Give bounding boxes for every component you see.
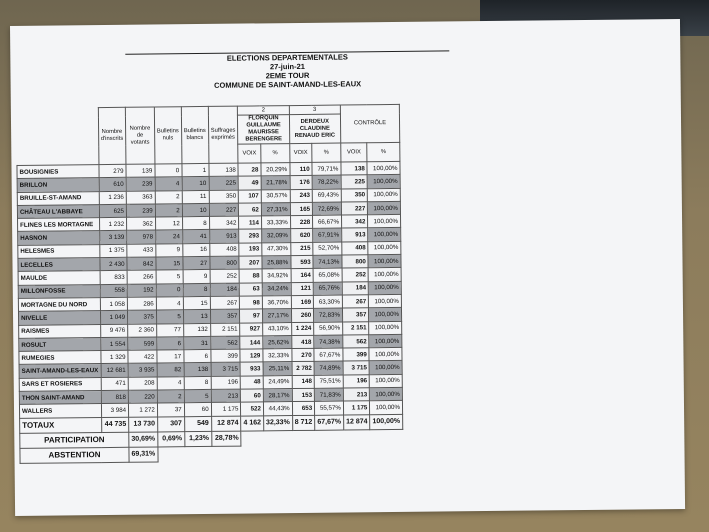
cell-votants: 192 [127,284,156,298]
cell-c2v: 260 [291,309,314,323]
cell-c2v: 228 [290,216,313,230]
cell-nuls: 2 [157,390,184,404]
cell-nuls: 5 [156,270,183,284]
cell-c1p: 43,10% [262,322,291,336]
cell-exprimes: 408 [209,243,239,257]
cell-nuls: 2 [155,190,182,204]
cell-c2v: 165 [290,202,313,216]
cell-ctv: 252 [342,268,369,282]
cell-exprimes: 399 [211,349,241,363]
cell-nuls: 4 [156,297,183,311]
cand1-voix-header: VOIX [238,144,261,163]
header-round: 2EME TOUR [265,70,310,81]
commune-name: CHÂTEAU L'ABBAYE [17,204,99,218]
cand1-number: 2 [238,106,289,116]
cell-blancs: 132 [183,323,210,337]
totals-cand1-voix: 4 162 [241,416,264,431]
cell-inscrits: 12 681 [101,364,129,378]
cell-votants: 3 935 [128,363,157,377]
cell-exprimes: 342 [209,216,239,230]
header-date: 27-juin-21 [269,61,305,72]
cell-c1v: 28 [238,163,261,177]
commune-name: WALLERS [19,404,101,418]
cell-exprimes: 1 175 [211,402,241,416]
cell-inscrits: 558 [100,284,128,298]
cell-ctv: 184 [342,281,369,295]
header-commune: COMMUNE DE SAINT-AMAND-LES-EAUX [214,79,362,90]
commune-name: RUMEGIES [19,351,101,365]
cell-ctp: 100,00% [367,175,400,189]
paper-sheet [10,19,685,516]
cell-blancs: 15 [183,296,210,310]
cell-inscrits: 1 232 [99,217,127,231]
cell-blancs: 138 [184,363,211,377]
cell-nuls: 82 [157,363,184,377]
cell-c2p: 55,57% [315,401,344,415]
results-rows [17,161,403,418]
cell-c1v: 97 [240,309,263,323]
cell-c1p: 47,30% [262,242,291,256]
cell-c1v: 293 [239,229,262,243]
commune-name: BOUSIGNIES [17,165,99,179]
totals-votants: 13 730 [129,417,158,432]
cell-c2v: 176 [290,176,313,190]
cell-c2v: 593 [291,255,314,269]
cell-c1v: 88 [239,269,262,283]
cell-c1p: 32,33% [263,349,292,363]
cell-ctp: 100,00% [367,161,400,175]
totals-blancs: 549 [184,416,211,431]
cell-votants: 375 [128,310,157,324]
cell-ctv: 196 [343,375,370,389]
cell-ctv: 213 [343,388,370,402]
cell-exprimes: 267 [210,296,240,310]
cell-c1v: 48 [241,376,264,390]
cell-nuls: 0 [156,283,183,297]
cell-c1v: 207 [239,256,262,270]
abstention-value: 69,31% [129,447,158,462]
cell-ctp: 100,00% [369,361,402,375]
commune-name: HELESMES [18,244,100,258]
cell-nuls: 4 [157,376,184,390]
cell-ctv: 357 [342,308,369,322]
cell-inscrits: 1 554 [100,337,128,351]
cell-c2v: 169 [291,295,314,309]
cell-votants: 266 [127,270,156,284]
cell-inscrits: 833 [100,271,128,285]
totals-cand2-voix: 8 712 [292,415,315,430]
col-nuls: Bulletins nuls [154,107,182,164]
cell-ctv: 227 [341,202,368,216]
commune-name: MAULDE [18,271,100,285]
cell-votants: 842 [127,257,156,271]
cell-blancs: 8 [183,283,210,297]
cell-c1p: 20,29% [261,163,290,177]
col-blancs: Bulletins blancs [181,106,209,163]
cell-ctv: 913 [342,228,369,242]
cell-inscrits: 1 049 [100,311,128,325]
cell-c2p: 65,08% [313,268,342,282]
participation-blancs: 1,23% [184,431,211,446]
cell-c2v: 110 [290,162,313,176]
cell-blancs: 13 [183,310,210,324]
cell-ctv: 225 [341,175,368,189]
cell-votants: 362 [127,217,156,231]
commune-name: THON SAINT-AMAND [19,391,101,405]
cell-c2p: 74,89% [314,361,343,375]
cell-ctp: 100,00% [369,281,402,295]
cell-ctv: 3 715 [343,361,370,375]
cell-votants: 220 [128,390,157,404]
cell-votants: 139 [126,164,155,178]
cell-inscrits: 610 [99,178,127,192]
cell-ctp: 100,00% [368,254,401,268]
commune-name: ROSULT [19,337,101,351]
cell-ctv: 1 175 [343,401,370,415]
cand2-pct-header: % [312,143,341,162]
cell-blancs: 60 [184,403,211,417]
cell-inscrits: 1 375 [99,244,127,258]
cell-votants: 433 [127,244,156,258]
cell-ctp: 100,00% [369,348,402,362]
cell-inscrits: 625 [99,204,127,218]
cell-c2v: 121 [291,282,314,296]
participation-votants: 30,69% [129,432,158,447]
cell-ctp: 100,00% [368,188,401,202]
cell-inscrits: 471 [101,377,129,391]
cand2-name: DERDEUX CLAUDINE RENAUD ERIC [289,114,341,144]
cand2-number: 3 [289,105,340,115]
cell-ctp: 100,00% [369,294,402,308]
header-title: ELECTIONS DEPARTEMENTALES [226,52,348,63]
abstention-label: ABSTENTION [20,447,129,463]
cell-exprimes: 138 [209,163,239,177]
cell-c2p: 78,22% [312,175,341,189]
cell-nuls: 5 [156,310,183,324]
cell-c1p: 30,57% [261,189,290,203]
commune-name: RAISMES [19,324,101,338]
cell-ctv: 267 [342,295,369,309]
cell-c1v: 63 [240,283,263,297]
commune-name: LECELLES [18,258,100,272]
controle-voix-header: VOIX [341,143,368,162]
cell-c2p: 63,30% [313,295,342,309]
cell-votants: 286 [127,297,156,311]
cell-nuls: 6 [157,337,184,351]
cell-c2p: 71,83% [314,388,343,402]
participation-label: PARTICIPATION [20,432,129,448]
cell-nuls: 12 [155,217,182,231]
cell-nuls: 9 [156,243,183,257]
cell-votants: 239 [126,204,155,218]
totals-cand2-pct: 67,67% [315,415,344,430]
cell-exprimes: 357 [210,309,240,323]
commune-name: BRILLON [17,178,99,192]
cell-votants: 2 360 [128,324,157,338]
cell-c2p: 56,90% [314,322,343,336]
cell-ctp: 100,00% [368,215,401,229]
cell-nuls: 4 [155,177,182,191]
cell-c1v: 522 [241,402,264,416]
cell-c2p: 75,51% [314,375,343,389]
cell-c1v: 114 [239,216,262,230]
col-controle: CONTRÔLE [340,104,399,143]
cell-blancs: 41 [182,230,209,244]
cell-ctp: 100,00% [370,401,403,415]
cell-blancs: 1 [182,163,209,177]
cell-inscrits: 1 329 [101,350,129,364]
totals-inscrits: 44 735 [101,417,129,432]
cell-blancs: 6 [184,350,211,364]
cell-c1v: 933 [240,362,263,376]
cell-c2p: 67,91% [313,229,342,243]
cell-c1p: 44,43% [263,402,292,416]
cell-c1v: 144 [240,336,263,350]
totals-label: TOTAUX [20,417,102,433]
cell-inscrits: 3 139 [99,231,127,245]
cell-ctp: 100,00% [369,374,402,388]
cell-c2p: 72,69% [313,202,342,216]
cell-c1p: 21,78% [261,176,290,190]
cell-ctp: 100,00% [369,308,402,322]
cell-c2p: 79,71% [312,162,341,176]
totals-nuls: 307 [157,416,184,431]
cell-blancs: 8 [182,217,209,231]
cell-c1p: 24,49% [263,375,292,389]
cell-c1p: 32,09% [262,229,291,243]
cand2-voix-header: VOIX [289,143,312,162]
cell-c2p: 66,67% [313,215,342,229]
cell-c1p: 27,31% [261,202,290,216]
cell-ctv: 350 [341,188,368,202]
cell-nuls: 77 [156,323,183,337]
cell-c1p: 28,17% [263,389,292,403]
cell-c1v: 107 [239,189,262,203]
cell-ctv: 138 [341,162,368,176]
cell-c1v: 62 [239,203,262,217]
cell-exprimes: 913 [209,230,239,244]
cell-ctv: 562 [343,335,370,349]
cell-c1p: 34,92% [262,269,291,283]
cell-ctp: 100,00% [368,241,401,255]
cell-blancs: 10 [182,203,209,217]
cell-c2v: 418 [291,335,314,349]
participation-nuls: 0,69% [158,431,185,446]
cell-c2p: 52,70% [313,242,342,256]
cell-c2v: 620 [290,229,313,243]
cell-ctp: 100,00% [368,268,401,282]
cell-c1p: 36,70% [262,296,291,310]
cell-inscrits: 3 984 [101,404,129,418]
commune-name: SARS ET ROSIERES [19,377,101,391]
cell-c1v: 49 [238,176,261,190]
cell-ctv: 408 [342,242,369,256]
col-inscrits: Nombre d'inscrits [98,107,126,164]
cell-inscrits: 279 [99,164,127,178]
abstention-row [20,444,403,463]
commune-name: MILLONFOSSE [18,284,100,298]
cell-c2p: 69,43% [312,189,341,203]
totals-controle-pct: 100,00% [370,414,403,429]
cell-ctp: 100,00% [369,321,402,335]
col-exprimes: Suffrages exprimés [208,106,238,163]
cell-c1p: 33,33% [261,216,290,230]
totals-cand1-pct: 32,33% [263,415,292,430]
cell-c2p: 65,76% [313,282,342,296]
commune-name: NIVELLE [18,311,100,325]
participation-exprimes: 28,78% [211,431,241,446]
cell-exprimes: 562 [210,336,240,350]
cell-inscrits: 1 236 [99,191,127,205]
cell-c1v: 927 [240,322,263,336]
cell-c2v: 1 224 [291,322,314,336]
cell-ctp: 100,00% [368,228,401,242]
cell-c2p: 74,38% [314,335,343,349]
commune-name: MORTAGNE DU NORD [18,298,100,312]
cell-c2v: 243 [290,189,313,203]
cell-c2v: 2 782 [292,362,315,376]
cell-c2v: 215 [290,242,313,256]
document-header [125,49,449,90]
cand1-pct-header: % [261,144,290,163]
totals-exprimes: 12 874 [211,416,241,431]
cell-ctp: 100,00% [369,334,402,348]
cell-ctp: 100,00% [368,201,401,215]
cell-c2v: 148 [292,375,315,389]
commune-name: SAINT-AMAND-LES-EAUX [19,364,101,378]
header-row-candidate-numbers [16,104,399,117]
cell-votants: 599 [128,337,157,351]
cell-exprimes: 2 151 [210,323,240,337]
cell-votants: 208 [128,377,157,391]
cell-blancs: 9 [183,270,210,284]
cell-blancs: 5 [184,389,211,403]
cell-votants: 1 272 [128,403,157,417]
cell-inscrits: 818 [101,390,129,404]
cell-c1v: 60 [241,389,264,403]
cell-c1p: 25,11% [263,362,292,376]
cell-nuls: 17 [157,350,184,364]
cell-votants: 978 [127,230,156,244]
cell-c1v: 129 [240,349,263,363]
cell-c2v: 653 [292,402,315,416]
cell-votants: 239 [126,177,155,191]
cand1-name: FLORQUIN GUILLAUME MAURISSE BERENGERE [238,115,290,145]
cell-exprimes: 184 [210,283,240,297]
cell-nuls: 24 [155,230,182,244]
commune-name: FLINES LES MORTAGNE [18,218,100,232]
cell-c1p: 25,88% [262,256,291,270]
cell-c1p: 25,62% [263,335,292,349]
cell-blancs: 11 [182,190,209,204]
cell-nuls: 37 [157,403,184,417]
totals-controle-voix: 12 874 [343,414,370,429]
cell-ctp: 100,00% [370,387,403,401]
cell-nuls: 15 [156,257,183,271]
cell-inscrits: 9 476 [100,324,128,338]
cell-votants: 363 [126,191,155,205]
cell-c2v: 164 [291,269,314,283]
cell-exprimes: 225 [209,176,239,190]
cell-ctv: 399 [343,348,370,362]
commune-name: HASNON [18,231,100,245]
cell-nuls: 0 [155,164,182,178]
cell-c2p: 67,67% [314,348,343,362]
cell-c1p: 27,17% [262,309,291,323]
cell-c1v: 98 [240,296,263,310]
results-table [16,104,404,464]
cell-blancs: 8 [184,376,211,390]
col-votants: Nombre de votants [125,107,154,164]
controle-pct-header: % [367,142,400,161]
cell-ctv: 800 [342,255,369,269]
cell-votants: 422 [128,350,157,364]
cell-exprimes: 227 [209,203,239,217]
cell-c2p: 72,83% [314,308,343,322]
cell-nuls: 2 [155,204,182,218]
cell-c2v: 153 [292,388,315,402]
cell-c1p: 34,24% [262,282,291,296]
commune-name: BRUILLE-ST-AMAND [17,191,99,205]
cell-exprimes: 213 [211,389,241,403]
cell-c2v: 270 [292,348,315,362]
cell-blancs: 31 [183,336,210,350]
cell-blancs: 27 [183,257,210,271]
cell-exprimes: 252 [210,269,240,283]
cell-c1v: 193 [239,243,262,257]
cell-exprimes: 3 715 [211,363,241,377]
cell-exprimes: 196 [211,376,241,390]
cell-blancs: 10 [182,177,209,191]
cell-blancs: 16 [182,243,209,257]
cell-c2p: 74,13% [313,255,342,269]
cell-exprimes: 350 [209,190,239,204]
cell-ctv: 2 151 [343,321,370,335]
cell-inscrits: 2 430 [100,257,128,271]
cell-ctv: 342 [341,215,368,229]
cell-exprimes: 800 [210,256,240,270]
cell-inscrits: 1 058 [100,297,128,311]
